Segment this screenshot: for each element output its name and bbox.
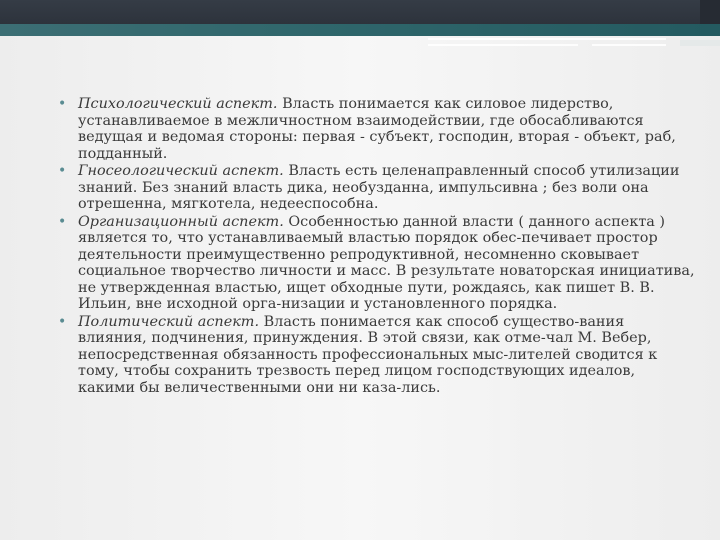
decorative-stripe: [592, 44, 666, 46]
bullet-icon: •: [58, 213, 67, 230]
decorative-stripe: [428, 38, 666, 40]
bullet-item-gnoseological: [58, 163, 696, 213]
bullet-term: Психологический аспект.: [78, 96, 278, 112]
bullet-icon: •: [58, 313, 67, 330]
accent-band: [0, 24, 720, 36]
decorative-stripe: [428, 44, 578, 46]
bullet-icon: •: [58, 163, 67, 179]
bullet-term: Политический аспект.: [78, 313, 260, 330]
bullet-term: Организационный аспект.: [78, 213, 284, 230]
slide-body: [58, 96, 696, 397]
bullet-text: Особенностью данной власти ( данного аспекта ) является то, что устанавливаемый властью порядок обес-печивает простор деятельности преимущественно репродуктивной, несомненно сковывает социальное творчество личности и масс. В результате новаторская инициатива, не утвержденная властью, ищет обходные пути, рождаясь, как пишет В. В. Ильин, вне исходной орга-низации и установленного порядка.: [78, 213, 695, 312]
bullet-item-organizational: [58, 213, 696, 313]
bullet-term: Гносеологический аспект.: [78, 163, 284, 179]
bullet-text: Власть понимается как силовое лидерство, устанавливаемое в межличностном взаимодействии, где обосабливаются ведущая и ведомая стороны: первая - субъект, господин, вторая - объект, раб, подданный.: [78, 96, 676, 162]
title-bar-corner-decoration: [700, 0, 720, 24]
bullet-item-psychological: [58, 96, 696, 162]
bullet-item-political: [58, 313, 696, 397]
bullet-icon: •: [58, 96, 67, 112]
decorative-stripe: [680, 40, 720, 46]
bullet-text: Власть понимается как способ существо-вания влияния, подчинения, принуждения. В этой связи, как отме-чал М. Вебер, непосредственная обязанность профессиональных мыс-лителей сводится к тому, чтобы сохранить трезвость перед лицом господствующих идеалов, какими бы величественными они ни каза-лись.: [78, 313, 658, 396]
bullet-text: Власть есть целенаправленный способ утилизации знаний. Без знаний власть дика, необузданна, импульсивна ; без воли она отрешенна, мягкотела, недееспособна.: [78, 163, 680, 212]
bullet-list: [58, 96, 696, 396]
title-bar-decoration: [0, 0, 720, 24]
